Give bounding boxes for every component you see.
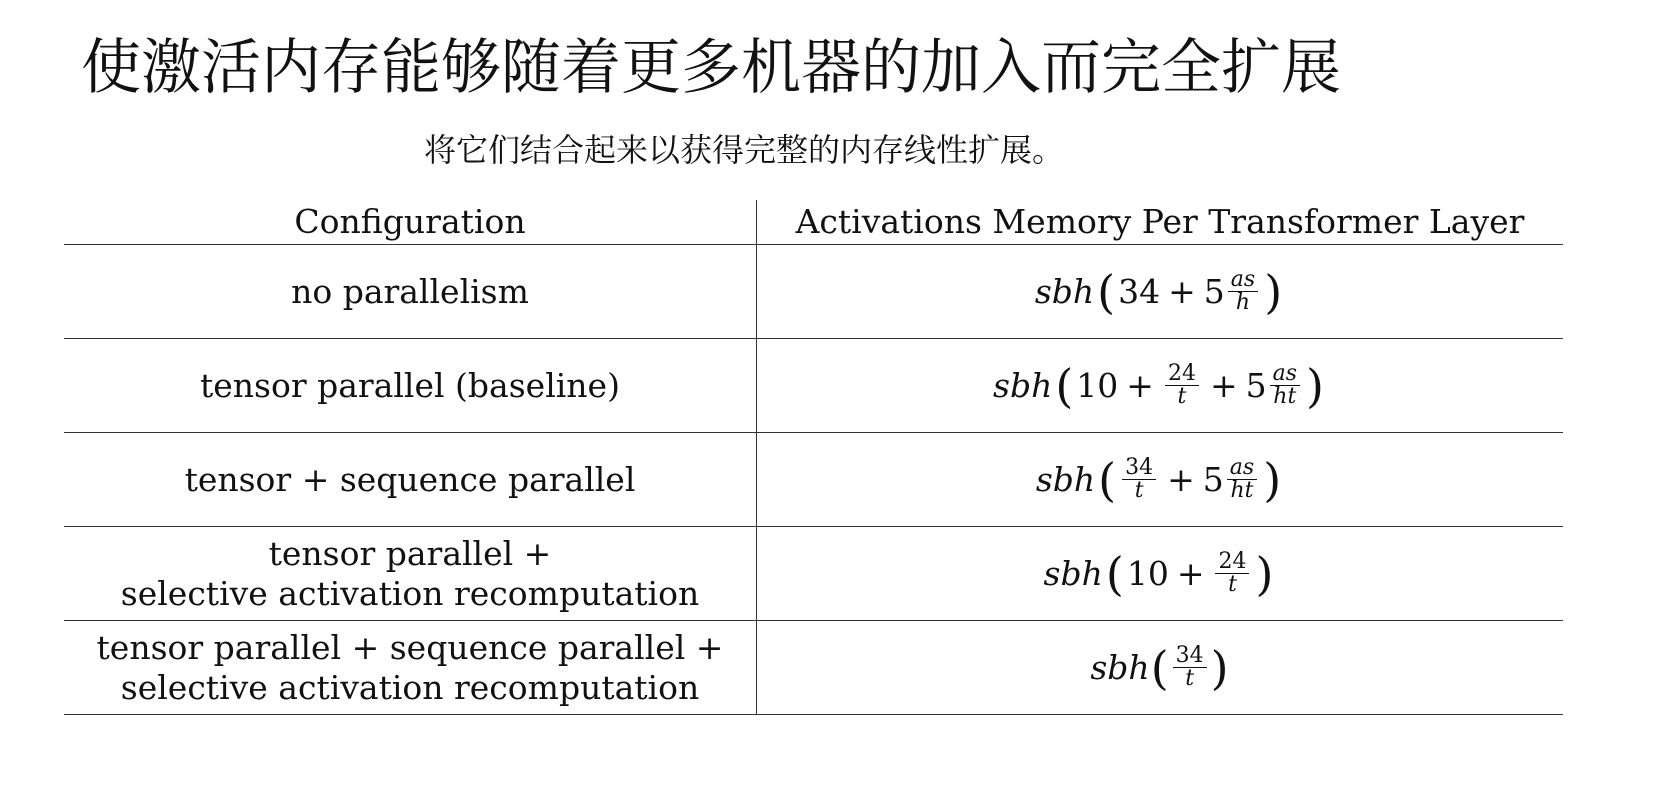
- header-activations-memory: Activations Memory Per Transformer Layer: [757, 200, 1564, 245]
- formula-plus: +: [1209, 365, 1238, 405]
- formula: [1034, 264, 1285, 319]
- formula-cell: [757, 621, 1564, 715]
- table-row: [64, 433, 1563, 527]
- formula-rparen: ): [1255, 546, 1274, 601]
- formula-sbh: sbh: [993, 365, 1053, 405]
- formula-cell: [757, 339, 1564, 433]
- formula-fraction: [1270, 363, 1300, 408]
- formula-lparen: (: [1150, 640, 1169, 695]
- formula-number: 5: [1202, 459, 1224, 499]
- table-row: [64, 621, 1563, 715]
- config-cell: [64, 339, 757, 433]
- formula-sbh: sbh: [1035, 459, 1096, 499]
- fraction-numerator: 24: [1165, 363, 1199, 386]
- formula-cell: [757, 527, 1564, 621]
- formula-number: 10: [1076, 365, 1119, 405]
- formula-number: 5: [1245, 365, 1267, 405]
- config-line: tensor parallel + sequence parallel +: [96, 627, 724, 667]
- formula: [1043, 546, 1277, 601]
- config-line: tensor parallel +: [268, 533, 552, 573]
- fraction-denominator: t: [1134, 478, 1144, 503]
- fraction-denominator: t: [1177, 384, 1187, 409]
- fraction-numerator: as: [1228, 269, 1258, 292]
- formula-fraction: [1215, 551, 1249, 596]
- formula-fraction: [1227, 457, 1257, 502]
- formula-fraction: [1173, 645, 1207, 690]
- fraction-numerator: as: [1270, 363, 1300, 386]
- formula-plus: +: [1176, 553, 1205, 593]
- formula-number: 34: [1118, 271, 1161, 311]
- fraction-denominator: h: [1235, 290, 1251, 315]
- formula-plus: +: [1126, 365, 1154, 405]
- table-row: [64, 527, 1563, 621]
- formula-sbh: sbh: [1043, 553, 1103, 593]
- config-line: selective activation recomputation: [120, 573, 700, 613]
- formula-rparen: ): [1210, 640, 1229, 695]
- formula-fraction: [1165, 363, 1199, 408]
- formula-rparen: ): [1264, 264, 1283, 319]
- formula-fraction: [1228, 269, 1258, 314]
- fraction-numerator: as: [1227, 457, 1257, 480]
- config-cell: [64, 245, 757, 339]
- fraction-denominator: ht: [1273, 384, 1297, 409]
- table-header-row: [64, 200, 1563, 245]
- table-row: [64, 245, 1563, 339]
- config-line: selective activation recomputation: [120, 667, 700, 707]
- activations-memory-table: [64, 200, 1563, 715]
- formula-number: 10: [1126, 553, 1169, 593]
- config-cell: [64, 621, 757, 715]
- config-cell: [64, 527, 757, 621]
- formula: [1090, 640, 1229, 695]
- config-line: no parallelism: [291, 271, 529, 311]
- config-line: tensor + sequence parallel: [184, 459, 636, 499]
- formula-sbh: sbh: [1034, 271, 1095, 311]
- formula-number: 5: [1203, 271, 1225, 311]
- fraction-denominator: t: [1228, 572, 1237, 597]
- table-row: [64, 339, 1563, 433]
- config-line: tensor parallel (baseline): [200, 365, 620, 405]
- fraction-numerator: 24: [1215, 551, 1249, 574]
- formula-cell: [757, 433, 1564, 527]
- activations-table-container: [64, 200, 1563, 715]
- formula-lparen: (: [1098, 452, 1117, 507]
- config-cell: [64, 433, 757, 527]
- formula: [1035, 452, 1284, 507]
- formula-rparen: ): [1263, 452, 1282, 507]
- formula-fraction: [1122, 457, 1156, 502]
- fraction-numerator: 34: [1173, 645, 1207, 668]
- formula-lparen: (: [1105, 546, 1124, 601]
- page-title: 使激活内存能够随着更多机器的加入而完全扩展: [81, 33, 1341, 103]
- formula-cell: [757, 245, 1564, 339]
- formula-plus: +: [1168, 271, 1196, 311]
- fraction-denominator: ht: [1230, 478, 1254, 503]
- fraction-numerator: 34: [1122, 457, 1156, 480]
- formula-sbh: sbh: [1090, 647, 1150, 687]
- header-configuration: Configuration: [64, 200, 757, 245]
- formula-rparen: ): [1306, 358, 1324, 413]
- formula: [993, 358, 1327, 413]
- formula-plus: +: [1167, 459, 1195, 499]
- fraction-denominator: t: [1185, 666, 1195, 691]
- page-subtitle: 将它们结合起来以获得完整的内存线性扩展。: [423, 131, 1064, 169]
- formula-lparen: (: [1097, 264, 1116, 319]
- formula-lparen: (: [1055, 358, 1074, 413]
